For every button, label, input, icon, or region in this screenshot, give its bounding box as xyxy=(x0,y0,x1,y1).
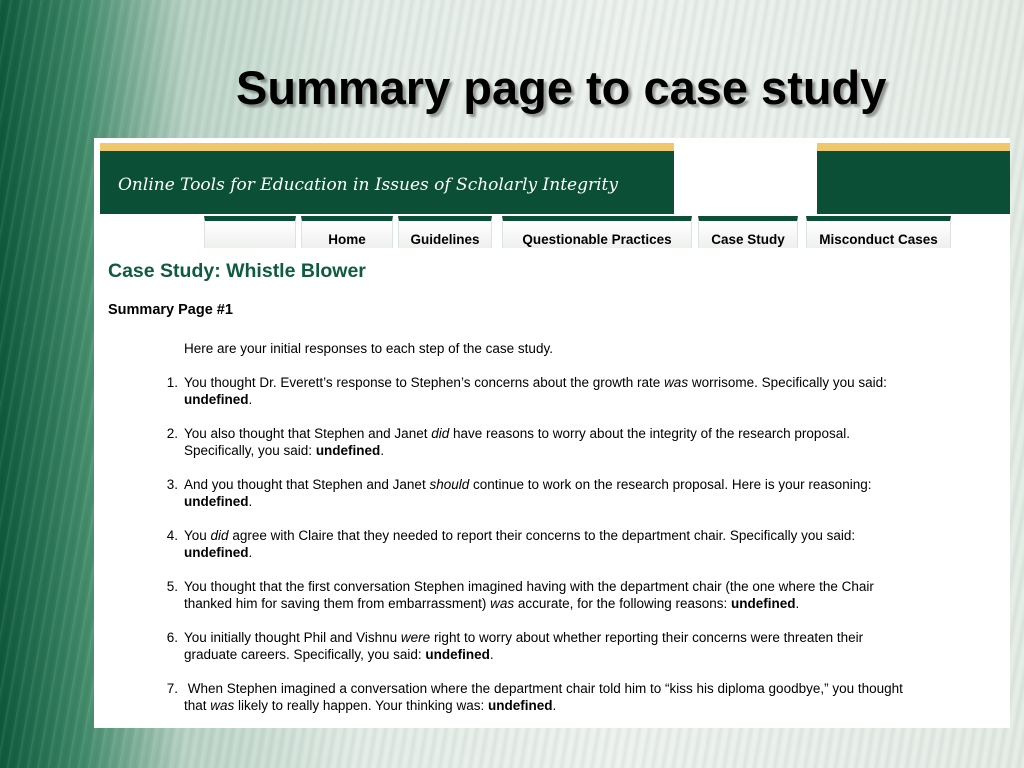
list-item-number: 3. xyxy=(166,477,178,492)
list-item-text xyxy=(184,374,1004,408)
site-banner xyxy=(100,143,674,214)
slide-title: Summary page to case study xyxy=(236,61,887,114)
list-item-text xyxy=(184,425,1004,459)
list-item-text xyxy=(184,476,1004,510)
tab-guidelines[interactable]: Guidelines xyxy=(398,216,492,248)
list-item-number: 1. xyxy=(166,375,178,390)
webpage-screenshot xyxy=(94,138,1010,728)
response-value: undefined xyxy=(184,392,249,407)
tab-blank[interactable] xyxy=(204,216,296,248)
list-item-number: 7. xyxy=(166,681,178,696)
response-value: undefined xyxy=(184,545,249,560)
site-banner-right xyxy=(817,143,1010,214)
response-text: graduate careers. Specifically, you said: xyxy=(184,647,426,662)
response-text: When Stephen imagined a conversation where the department chair told him to “kiss his diploma goodbye,” you thought xyxy=(184,681,903,696)
response-text: . xyxy=(795,596,800,611)
response-emphasis: did xyxy=(431,426,450,441)
list-item-number: 6. xyxy=(166,630,178,645)
response-value: undefined xyxy=(184,494,249,509)
response-text: that xyxy=(184,698,211,713)
response-text: have reasons to worry about the integrity of the research proposal. xyxy=(449,426,850,441)
response-text: . xyxy=(380,443,385,458)
tab-case-study[interactable]: Case Study xyxy=(698,216,798,248)
response-text: continue to work on the research proposal. Here is your reasoning: xyxy=(469,477,872,492)
response-emphasis: was xyxy=(490,596,515,611)
list-item-number: 5. xyxy=(166,579,178,594)
response-value: undefined xyxy=(731,596,796,611)
response-text: accurate, for the following reasons: xyxy=(514,596,732,611)
response-text: right to worry about whether reporting their concerns were threaten their xyxy=(430,630,864,645)
response-value: undefined xyxy=(487,698,553,713)
response-text: You thought Dr. Everett’s response to Stephen’s concerns about the growth rate xyxy=(184,375,665,390)
list-item-text xyxy=(184,629,1004,663)
list-item-number: 2. xyxy=(166,426,178,441)
response-text: You xyxy=(184,528,211,543)
response-emphasis: was xyxy=(664,375,689,390)
response-text: agree with Claire that they needed to report their concerns to the department chair. Specifically you said: xyxy=(228,528,856,543)
list-item-text xyxy=(184,527,1004,561)
case-study-title: Case Study: Whistle Blower xyxy=(108,260,366,282)
list-item-text xyxy=(184,680,1004,714)
tab-questionable-practices[interactable]: Questionable Practices xyxy=(502,216,692,248)
tab-misconduct-cases[interactable]: Misconduct Cases xyxy=(806,216,951,248)
response-text: And you thought that Stephen and Janet xyxy=(184,477,430,492)
response-emphasis: were xyxy=(400,630,431,645)
response-text: . xyxy=(248,392,253,407)
response-text: Specifically, you said: xyxy=(184,443,316,458)
response-text: You also thought that Stephen and Janet xyxy=(184,426,432,441)
response-emphasis: should xyxy=(429,477,470,492)
response-text: You thought that the first conversation Stephen imagined having with the department chair (the one where the Chair xyxy=(184,579,874,594)
intro-text: Here are your initial responses to each step of the case study. xyxy=(184,341,553,356)
summary-heading: Summary Page #1 xyxy=(108,302,233,318)
list-item-text xyxy=(184,578,1004,612)
response-text: likely to really happen. Your thinking was: xyxy=(234,698,488,713)
response-emphasis: did xyxy=(210,528,229,543)
response-value: undefined xyxy=(425,647,490,662)
response-text: . xyxy=(248,545,253,560)
list-item-number: 4. xyxy=(166,528,178,543)
response-text: thanked him for saving them from embarrassment) xyxy=(184,596,491,611)
response-text: worrisome. Specifically you said: xyxy=(688,375,887,390)
response-value: undefined xyxy=(315,443,381,458)
response-emphasis: was xyxy=(210,698,235,713)
response-text: . xyxy=(552,698,557,713)
site-banner-text: Online Tools for Education in Issues of Scholarly Integrity xyxy=(118,175,618,195)
response-text: . xyxy=(489,647,494,662)
tab-home[interactable]: Home xyxy=(301,216,393,248)
response-text: You initially thought Phil and Vishnu xyxy=(184,630,401,645)
response-text: . xyxy=(248,494,253,509)
